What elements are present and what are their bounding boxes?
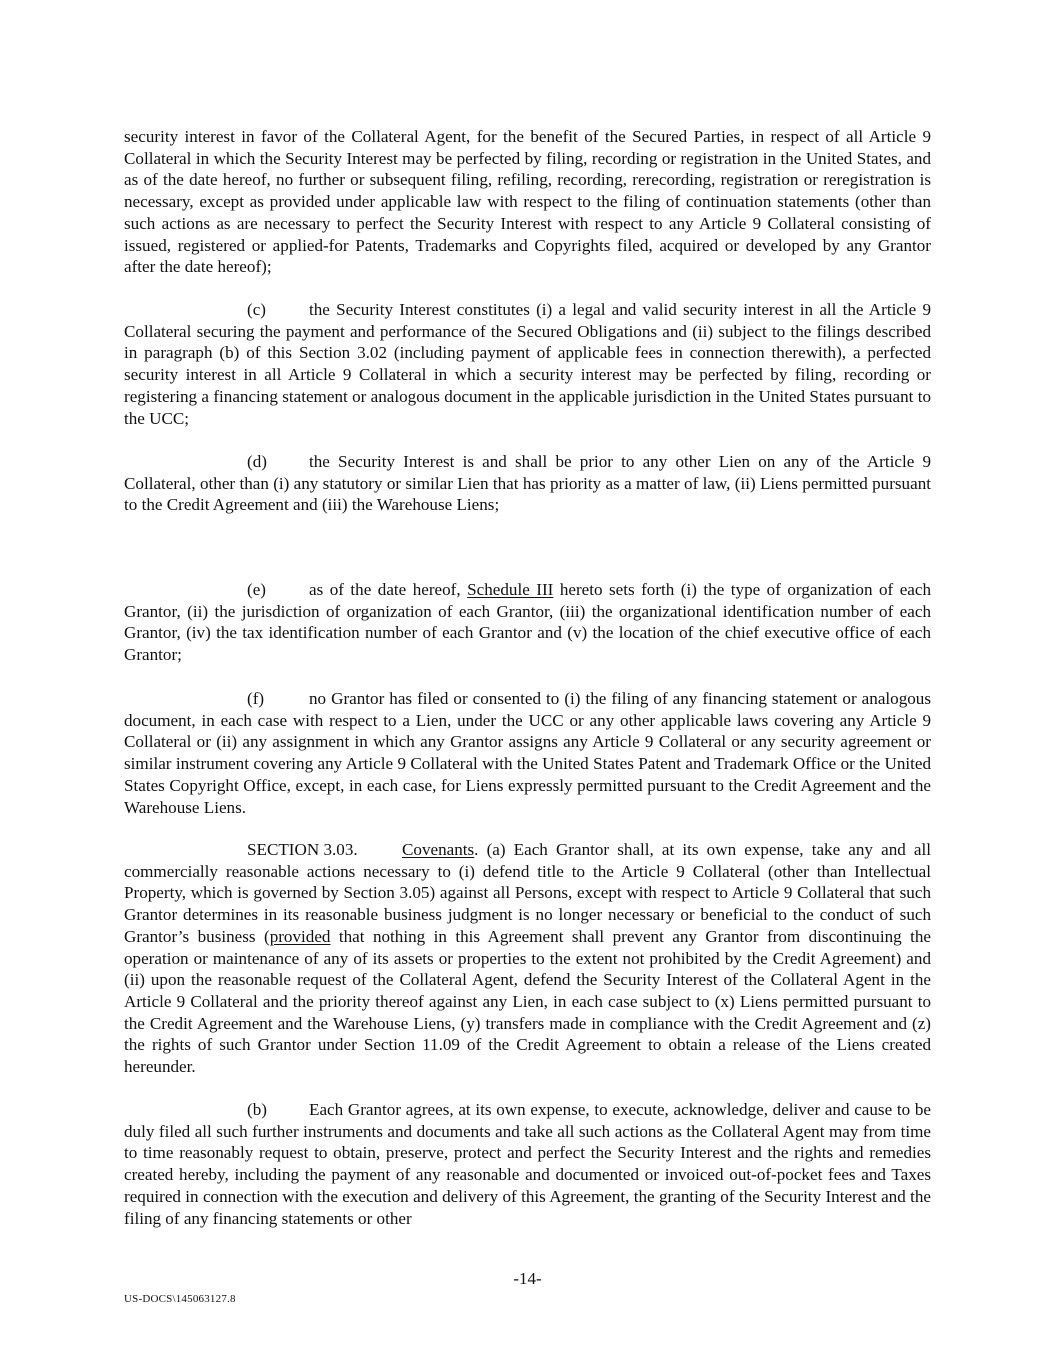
paragraph-text: . (a) Each Grantor shall, at its own expense, take any and all commercially reasonable actions necessary to (i) defend title to the Article 9 Collateral (other than Intellectual Property, which is governed by Section 3.05) against all Persons, except with respect to Article 9 Collateral that such Grantor determines in its reasonable business judgment is no longer necessary or beneficial to the conduct of such Grantor’s business (	[124, 840, 931, 946]
paragraph-text: the Security Interest constitutes (i) a legal and valid security interest in all the Article 9 Collateral securing the payment and performance of the Secured Obligations and (ii) subject to the filings described in paragraph (b) of this Section 3.02 (including payment of applicable fees in connection therewith), a perfected security interest in all Article 9 Collateral in which a security interest may be perfected by filing, recording or registering a financing statement or analogous document in the applicable jurisdiction in the United States pursuant to the UCC;	[124, 300, 931, 428]
paragraph-label: (c)	[247, 300, 266, 319]
paragraph-c	[124, 299, 931, 429]
paragraph-text: Each Grantor agrees, at its own expense, to execute, acknowledge, deliver and cause to be duly filed all such further instruments and documents and take all such actions as the Collateral Agent may from time to time reasonably request to obtain, preserve, protect and perfect the Security Interest and the rights and remedies created hereby, including the payment of any reasonable and documented or invoiced out-of-pocket fees and Taxes required in connection with the execution and delivery of this Agreement, the granting of the Security Interest and the filing of any financing statements or other	[124, 1100, 931, 1228]
document-id: US-DOCS\145063127.8	[124, 1293, 236, 1305]
paragraph-text: as of the date hereof,	[309, 580, 468, 599]
paragraph-label: (d)	[247, 452, 267, 471]
page-number: -14-	[513, 1269, 542, 1288]
paragraph-label: (b)	[247, 1100, 267, 1119]
section-heading: Covenants	[402, 840, 475, 859]
paragraph-label: (e)	[247, 580, 266, 599]
paragraph-label: (f)	[247, 689, 265, 708]
paragraph-text: the Security Interest is and shall be prior to any other Lien on any of the Article 9 Collateral, other than (i) any statutory or similar Lien that has priority as a matter of law, (ii) Liens permitted pursuant to the Credit Agreement and (iii) the Warehouse Liens;	[124, 452, 931, 515]
paragraph-text: security interest in favor of the Collateral Agent, for the benefit of the Secured Parties, in respect of all Article 9 Collateral in which the Security Interest may be perfected by filing, recording or registration in the United States, and as of the date hereof, no further or subsequent filing, refiling, recording, rerecording, registration or reregistration is necessary, except as provided under applicable law with respect to the filing of continuation statements (other than such actions as are necessary to perfect the Security Interest with respect to any Article 9 Collateral consisting of issued, registered or applied-for Patents, Trademarks and Copyrights filed, acquired or developed by any Grantor after the date hereof);	[124, 127, 931, 277]
paragraph-b	[124, 1099, 931, 1229]
paragraph-continuation	[124, 126, 931, 278]
section-number: SECTION 3.03.	[247, 840, 358, 859]
paragraph-d	[124, 451, 931, 516]
paragraph-text: no Grantor has filed or consented to (i) the filing of any financing statement or analogous document, in each case with respect to a Lien, under the UCC or any other applicable laws covering any Article 9 Collateral or (ii) any assignment in which any Grantor assigns any Article 9 Collateral or any security agreement or similar instrument covering any Article 9 Collateral with the United States Patent and Trademark Office or the United States Copyright Office, except, in each case, for Liens expressly permitted pursuant to the Credit Agreement and the Warehouse Liens.	[124, 689, 931, 817]
paragraph-text: that nothing in this Agreement shall prevent any Grantor from discontinuing the operation or maintenance of any of its assets or properties to the extent not prohibited by the Credit Agreement) and (ii) upon the reasonable request of the Collateral Agent, defend the Security Interest of the Collateral Agent in the Article 9 Collateral and the priority thereof against any Lien, in each case subject to (x) Liens permitted pursuant to the Credit Agreement and the Warehouse Liens, (y) transfers made in compliance with the Credit Agreement and (z) the rights of such Grantor under Section 11.09 of the Credit Agreement to obtain a release of the Liens created hereunder.	[124, 926, 931, 1077]
section-3-03	[124, 839, 931, 1078]
paragraph-f	[124, 688, 931, 818]
paragraph-text: hereto sets forth (i) the type of organization of each Grantor, (ii) the jurisdiction of organization of each Grantor, (iii) the organizational identification number of each Grantor, (iv) the tax identification number of each Grantor and (v) the location of the chief executive office of each Grantor;	[124, 580, 932, 665]
schedule-reference: Schedule III	[467, 580, 554, 599]
provided-term: provided	[269, 926, 331, 946]
paragraph-e	[124, 579, 931, 666]
